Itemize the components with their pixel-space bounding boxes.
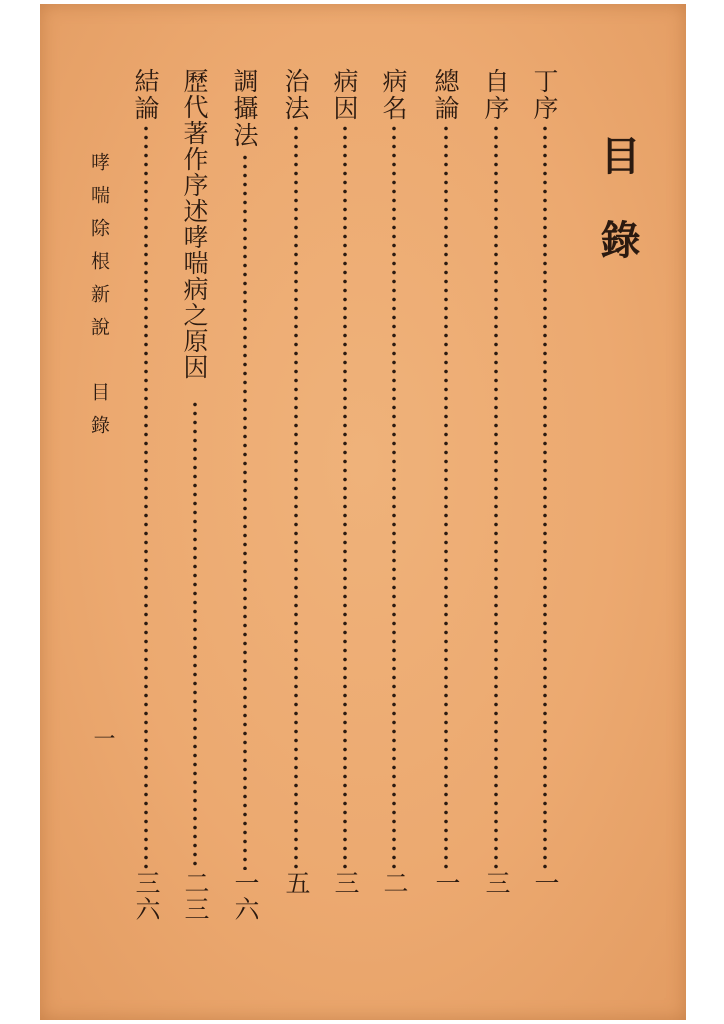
dot-leader <box>144 124 148 870</box>
toc-entry-label: 總論 <box>431 68 460 122</box>
toc-entry-label: 結論 <box>131 68 160 122</box>
dot-leader <box>543 124 547 870</box>
toc-entry-page: 三六 <box>132 870 161 922</box>
page-title: 目錄 <box>594 135 641 303</box>
dot-leader <box>444 124 448 870</box>
toc-entry-label: 自序 <box>481 68 510 122</box>
toc-entry-page: 三 <box>482 870 511 896</box>
toc-entry-page: 一六 <box>231 870 260 922</box>
running-head-section: 目錄 <box>88 382 110 448</box>
page-folio: 一 <box>90 727 115 749</box>
running-head-book-title: 哮喘除根新說 <box>88 152 110 350</box>
toc-entry-label: 歷代著作序述哮喘病之原因 <box>180 68 209 380</box>
toc-entry-label: 治法 <box>281 68 310 122</box>
toc-entry-label: 病名 <box>379 68 408 122</box>
toc-entry-label: 丁序 <box>530 68 559 122</box>
dot-leader <box>494 124 498 870</box>
toc-entry-page: 二三 <box>181 870 210 922</box>
paper-sheet <box>40 4 686 1020</box>
toc-entry-label: 調攝法 <box>230 68 259 149</box>
dot-leader <box>294 124 298 870</box>
dot-leader <box>243 153 247 870</box>
toc-entry-page: 三 <box>331 870 360 896</box>
dot-leader <box>343 124 347 870</box>
toc-entry-page: 一 <box>531 870 560 896</box>
toc-entry-page: 五 <box>282 870 311 896</box>
toc-entry-label: 病因 <box>330 68 359 122</box>
toc-entry-page: 一 <box>432 870 461 896</box>
dot-leader <box>392 124 396 870</box>
dot-leader <box>193 400 197 870</box>
toc-entry-page: 二 <box>380 870 409 896</box>
